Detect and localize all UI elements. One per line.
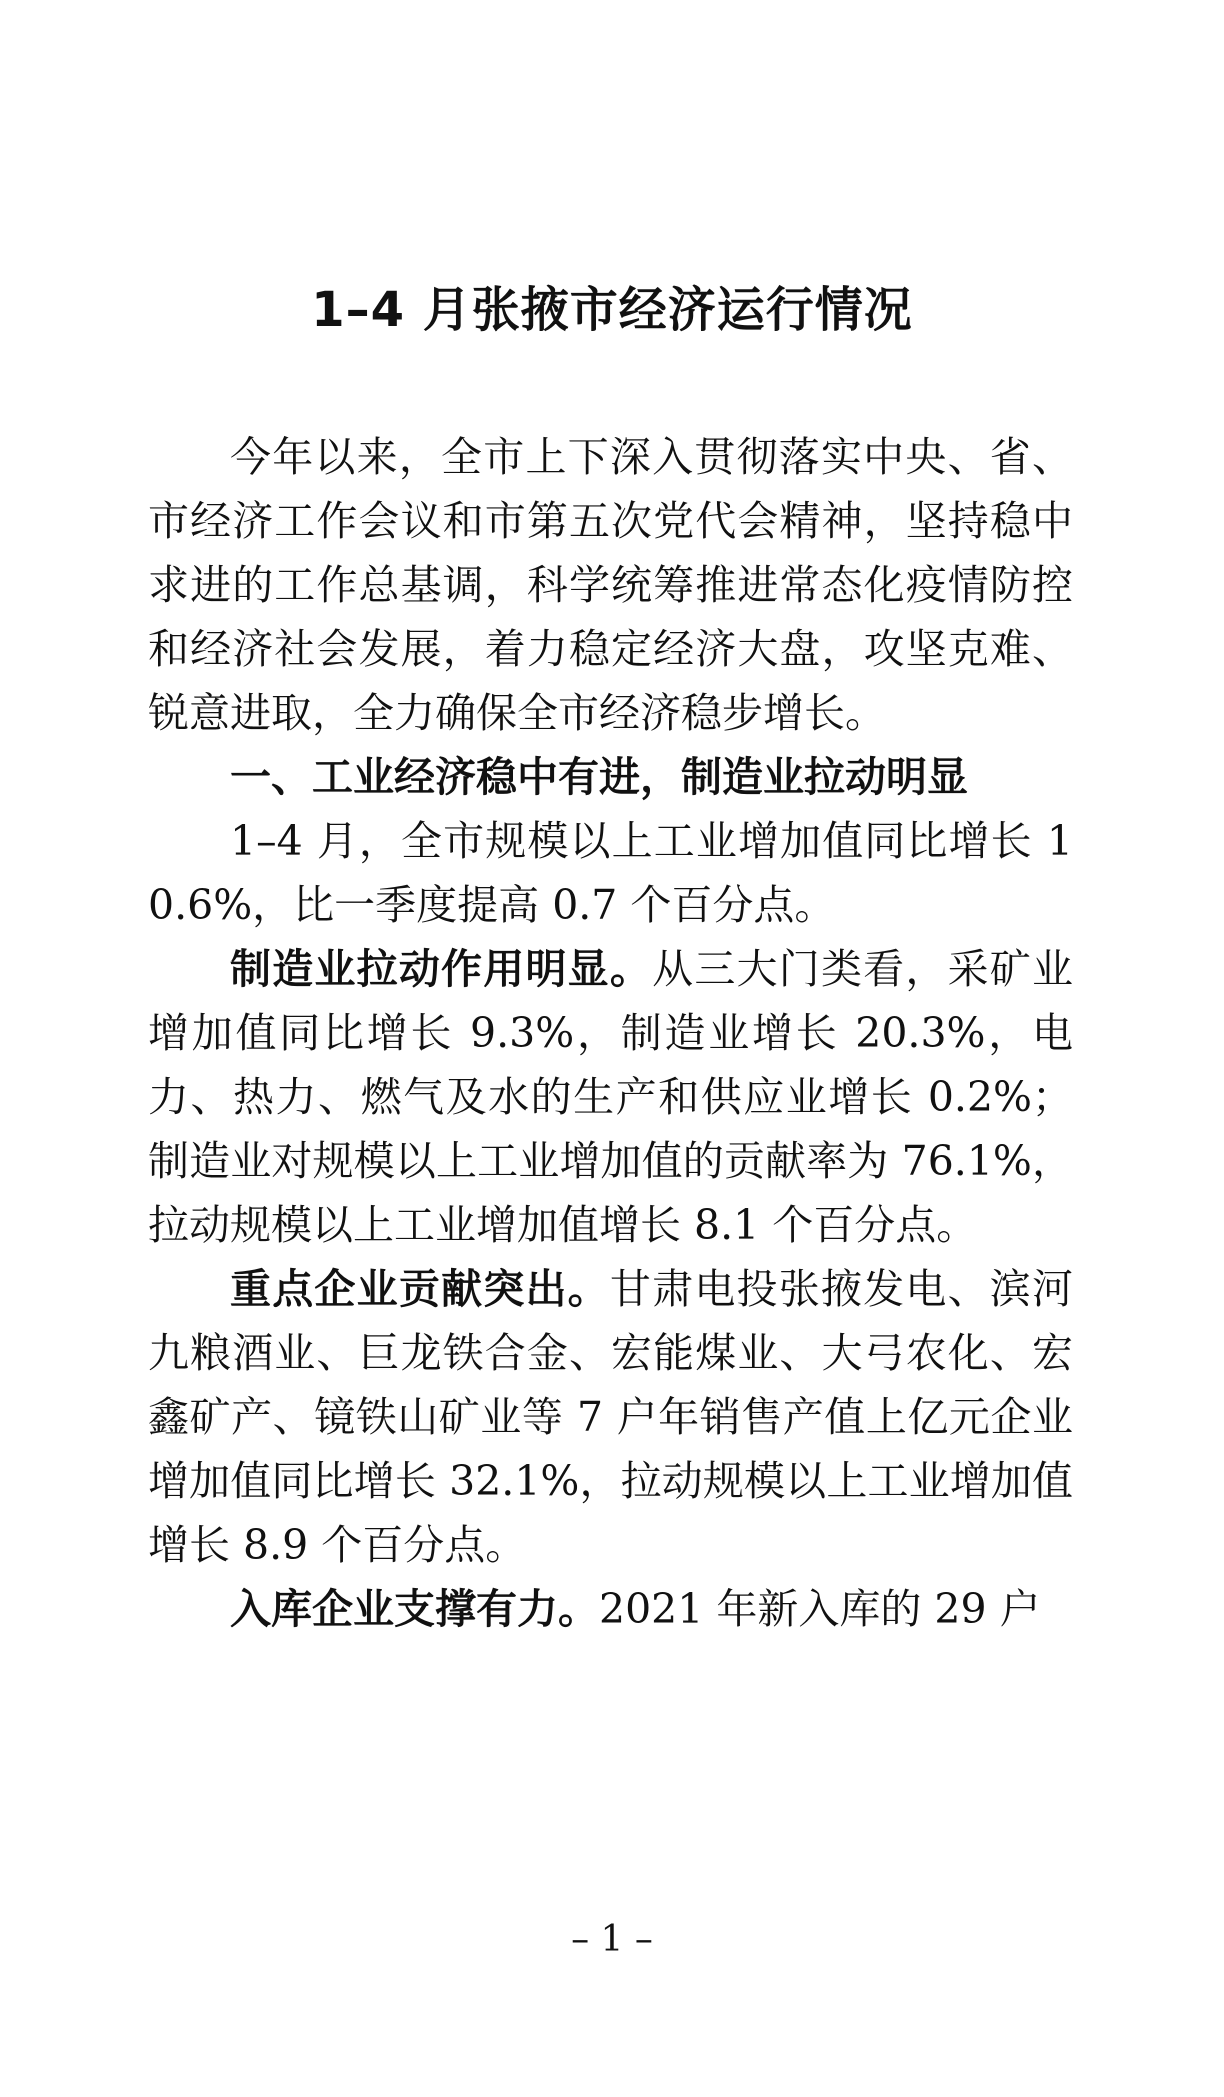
section-heading: 一、工业经济稳中有进，制造业拉动明显 [230, 753, 968, 801]
key-enterprises-lead: 重点企业贡献突出。 [230, 1265, 610, 1313]
page-number: – 1 – [571, 1919, 653, 1960]
new-enterprises-paragraph [148, 1577, 1073, 1641]
document-body [148, 425, 1073, 1641]
manufacturing-text: 从三大门类看，采矿业增加值同比增长 9.3%，制造业增长 20.3%，电力、热力、燃气及水的生产和供应业增长 0.2%；制造业对规模以上工业增加值的贡献率为 76.1%，拉动规模以上工业增加值增长 8.1 个百分点。 [148, 945, 1074, 1249]
manufacturing-paragraph [148, 937, 1073, 1257]
intro-paragraph: 今年以来，全市上下深入贯彻落实中央、省、市经济工作会议和市第五次党代会精神，坚持稳中求进的工作总基调，科学统筹推进常态化疫情防控和经济社会发展，着力稳定经济大盘，攻坚克难、锐意进取，全力确保全市经济稳步增长。 [148, 433, 1073, 737]
new-enterprises-text: 2021 年新入库的 29 户 [599, 1585, 1041, 1633]
new-enterprises-lead: 入库企业支撑有力。 [230, 1585, 599, 1633]
key-enterprises-text: 甘肃电投张掖发电、滨河九粮酒业、巨龙铁合金、宏能煤业、大弓农化、宏鑫矿产、镜铁山矿业等 7 户年销售产值上亿元企业增加值同比增长 32.1%，拉动规模以上工业增加值增长 8.9 个百分点。 [148, 1265, 1074, 1569]
key-enterprises-paragraph [148, 1257, 1073, 1577]
document-title: 1–4 月张掖市经济运行情况 [311, 282, 913, 338]
section-summary-paragraph: 1–4 月，全市规模以上工业增加值同比增长 10.6%，比一季度提高 0.7 个百分点。 [148, 817, 1073, 929]
manufacturing-lead: 制造业拉动作用明显。 [230, 945, 653, 993]
